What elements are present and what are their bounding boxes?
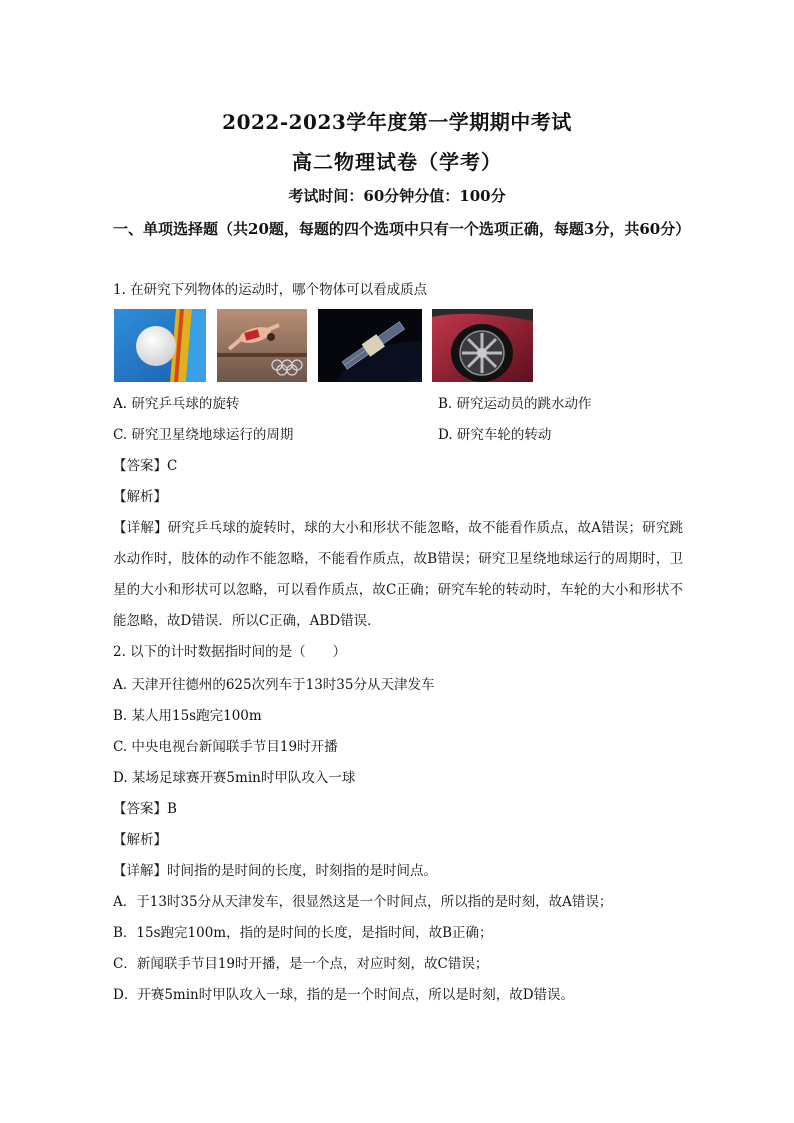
q1-option-c: C. 研究卫星绕地球运行的周期 [113,427,294,443]
q2-option-b: B. 某人用15s跑完100m [113,708,262,724]
q1-answer: 【答案】C [113,458,178,474]
q2-answer: 【答案】B [113,801,177,817]
satellite-image [318,309,422,382]
q2-option-d: D. 某场足球赛开赛5min时甲队攻入一球 [113,770,356,786]
q2-explain-c: C．新闻联手节目19时开播，是一个点，对应时刻，故C错误； [113,956,489,972]
ping-pong-ball-image [114,309,206,382]
q1-option-a: A. 研究乒乓球的旋转 [113,396,240,412]
q2-explain-b: B．15s跑完100m，指的是时间的长度，是指时间，故B正确； [113,925,493,941]
exam-title: 2022-2023学年度第一学期期中考试 [222,110,572,134]
q2-explain-d: D．开赛5min时甲队攻入一球，指的是一个时间点，所以是时刻，故D错误。 [113,987,575,1003]
q2-explain-a: A．于13时35分从天津发车，很显然这是一个时间点，所以指的是时刻，故A错误； [113,894,613,910]
car-wheel-image [432,309,533,382]
exam-info: 考试时间：60分钟分值：100分 [288,187,506,205]
q1-detail: 【详解】研究乒乓球的旋转时，球的大小和形状不能忽略，故不能看作质点，故A错误；研究跳水动作时，肢体的动作不能忽略，不能看作质点，故B错误；研究卫星绕地球运行的周期时，卫星的大小和形状可以忽略，可以看作质点，故C正确；研究车轮的转动时，车轮的大小和形状不能忽略，故D错误．所以C正确，ABD错误． [113,520,683,629]
q2-analysis-label: 【解析】 [113,832,167,848]
q1-option-b: B. 研究运动员的跳水动作 [438,396,592,412]
diver-image [217,309,307,382]
section-heading: 一、单项选择题（共20题，每题的四个选项中只有一个选项正确，每题3分，共60分） [113,220,691,238]
q2-stem: 2. 以下的计时数据指时间的是（ ） [113,644,347,660]
q1-option-d: D. 研究车轮的转动 [438,427,552,443]
q1-analysis-label: 【解析】 [113,489,167,505]
q2-option-a: A. 天津开往德州的625次列车于13时35分从天津发车 [113,677,435,693]
exam-subtitle: 高二物理试卷（学考） [292,150,502,174]
q2-option-c: C. 中央电视台新闻联手节目19时开播 [113,739,338,755]
q2-detail: 【详解】时间指的是时间的长度，时刻指的是时间点。 [113,863,437,879]
q1-stem: 1. 在研究下列物体的运动时，哪个物体可以看成质点 [113,282,428,298]
